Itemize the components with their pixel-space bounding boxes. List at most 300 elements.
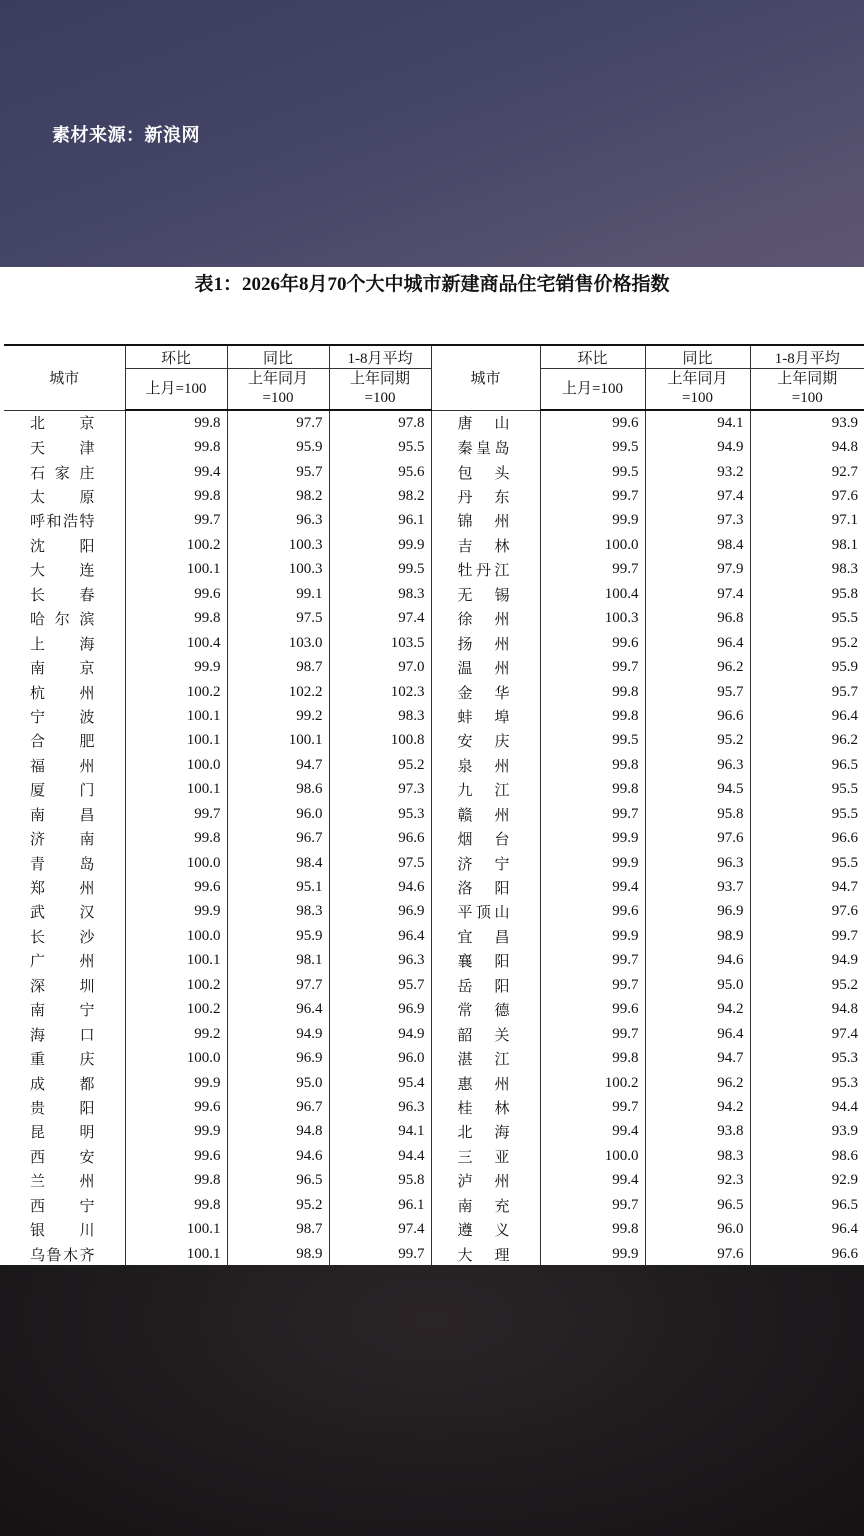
yoy-value-cell: 93.2 xyxy=(645,460,750,484)
mom-value-cell: 99.7 xyxy=(540,655,645,679)
avg-value-cell: 95.7 xyxy=(750,680,864,704)
mom-value-cell: 99.5 xyxy=(540,460,645,484)
avg-value-cell: 97.4 xyxy=(329,607,431,631)
mom-value-cell: 99.9 xyxy=(540,924,645,948)
yoy-value-cell: 94.2 xyxy=(645,998,750,1022)
header-yoy-left: 同比 xyxy=(227,345,329,369)
yoy-value-cell: 94.1 xyxy=(645,410,750,435)
yoy-value-cell: 96.6 xyxy=(645,704,750,728)
table-row xyxy=(4,558,864,582)
header-avg-base-left: 上年同期 =100 xyxy=(329,369,431,411)
city-name-cell: 哈尔滨 xyxy=(30,612,95,629)
yoy-value-cell: 98.7 xyxy=(227,655,329,679)
avg-value-cell: 97.6 xyxy=(750,484,864,508)
city-name-cell: 广州 xyxy=(30,954,95,971)
yoy-value-cell: 96.4 xyxy=(227,998,329,1022)
source-label: 素材来源：新浪网 xyxy=(52,125,200,146)
bottom-background xyxy=(0,1265,864,1536)
mom-value-cell: 99.8 xyxy=(540,680,645,704)
table-row xyxy=(4,509,864,533)
mom-value-cell: 99.7 xyxy=(540,1193,645,1217)
city-name-cell: 遵义 xyxy=(431,1217,540,1241)
table-row xyxy=(4,851,864,875)
table-row xyxy=(4,533,864,557)
table-row xyxy=(4,875,864,899)
city-name-cell: 丹东 xyxy=(431,484,540,508)
yoy-value-cell: 100.3 xyxy=(227,558,329,582)
table-row xyxy=(4,704,864,728)
avg-value-cell: 95.7 xyxy=(329,973,431,997)
avg-value-cell: 94.9 xyxy=(329,1022,431,1046)
table-row xyxy=(4,802,864,826)
city-name-cell: 合肥 xyxy=(30,734,95,751)
avg-value-cell: 96.6 xyxy=(750,826,864,850)
city-name-cell: 惠州 xyxy=(431,1071,540,1095)
avg-value-cell: 95.5 xyxy=(329,435,431,459)
city-name-cell: 南充 xyxy=(431,1193,540,1217)
mom-value-cell: 100.0 xyxy=(125,1046,227,1070)
yoy-value-cell: 98.3 xyxy=(227,900,329,924)
yoy-value-cell: 94.7 xyxy=(645,1046,750,1070)
mom-value-cell: 99.5 xyxy=(540,435,645,459)
yoy-value-cell: 92.3 xyxy=(645,1169,750,1193)
yoy-value-cell: 98.4 xyxy=(645,533,750,557)
mom-value-cell: 99.8 xyxy=(125,826,227,850)
mom-value-cell: 99.8 xyxy=(125,435,227,459)
city-name-cell: 北海 xyxy=(431,1120,540,1144)
top-background xyxy=(0,0,864,267)
header-mom-left: 环比 xyxy=(125,345,227,369)
mom-value-cell: 99.8 xyxy=(540,753,645,777)
avg-value-cell: 92.9 xyxy=(750,1169,864,1193)
mom-value-cell: 99.6 xyxy=(125,1144,227,1168)
avg-value-cell: 95.4 xyxy=(329,1071,431,1095)
table-row xyxy=(4,410,864,435)
mom-value-cell: 99.8 xyxy=(540,1217,645,1241)
table-row xyxy=(4,1095,864,1119)
city-name-cell: 泉州 xyxy=(431,753,540,777)
mom-value-cell: 99.6 xyxy=(125,582,227,606)
yoy-value-cell: 98.2 xyxy=(227,484,329,508)
city-name-cell: 南宁 xyxy=(30,1003,95,1020)
table-row xyxy=(4,655,864,679)
city-name-cell: 贵阳 xyxy=(30,1100,95,1117)
yoy-value-cell: 96.2 xyxy=(645,655,750,679)
mom-value-cell: 100.3 xyxy=(540,607,645,631)
avg-value-cell: 96.0 xyxy=(329,1046,431,1070)
yoy-value-cell: 100.3 xyxy=(227,533,329,557)
avg-value-cell: 97.3 xyxy=(329,778,431,802)
yoy-value-cell: 95.9 xyxy=(227,435,329,459)
table-row xyxy=(4,631,864,655)
header-city-left: 城市 xyxy=(4,345,125,410)
mom-value-cell: 99.7 xyxy=(540,558,645,582)
avg-value-cell: 96.4 xyxy=(329,924,431,948)
avg-value-cell: 94.8 xyxy=(750,998,864,1022)
avg-value-cell: 95.5 xyxy=(750,778,864,802)
avg-value-cell: 102.3 xyxy=(329,680,431,704)
yoy-value-cell: 93.8 xyxy=(645,1120,750,1144)
yoy-value-cell: 99.2 xyxy=(227,704,329,728)
avg-value-cell: 96.5 xyxy=(750,753,864,777)
avg-value-cell: 96.1 xyxy=(329,1193,431,1217)
city-name-cell: 福州 xyxy=(30,758,95,775)
yoy-value-cell: 98.9 xyxy=(227,1242,329,1267)
mom-value-cell: 100.0 xyxy=(125,851,227,875)
mom-value-cell: 99.4 xyxy=(125,460,227,484)
yoy-value-cell: 95.1 xyxy=(227,875,329,899)
city-name-cell: 呼和浩特 xyxy=(30,514,95,531)
city-name-cell: 南昌 xyxy=(30,807,95,824)
table-row xyxy=(4,973,864,997)
table-row xyxy=(4,729,864,753)
city-name-cell: 扬州 xyxy=(431,631,540,655)
yoy-value-cell: 94.6 xyxy=(645,949,750,973)
avg-value-cell: 98.3 xyxy=(329,582,431,606)
mom-value-cell: 99.4 xyxy=(540,1169,645,1193)
yoy-value-cell: 97.4 xyxy=(645,582,750,606)
yoy-value-cell: 96.5 xyxy=(227,1169,329,1193)
avg-value-cell: 94.4 xyxy=(750,1095,864,1119)
yoy-value-cell: 96.2 xyxy=(645,1071,750,1095)
city-name-cell: 襄阳 xyxy=(431,949,540,973)
yoy-value-cell: 97.5 xyxy=(227,607,329,631)
avg-value-cell: 96.3 xyxy=(329,1095,431,1119)
mom-value-cell: 99.8 xyxy=(540,704,645,728)
table-row xyxy=(4,1193,864,1217)
yoy-value-cell: 94.6 xyxy=(227,1144,329,1168)
city-name-cell: 湛江 xyxy=(431,1046,540,1070)
avg-value-cell: 96.9 xyxy=(329,900,431,924)
mom-value-cell: 100.0 xyxy=(125,753,227,777)
city-name-cell: 韶关 xyxy=(431,1022,540,1046)
city-name-cell: 泸州 xyxy=(431,1169,540,1193)
yoy-value-cell: 95.2 xyxy=(645,729,750,753)
city-name-cell: 济南 xyxy=(30,832,95,849)
document-page xyxy=(0,267,864,1265)
mom-value-cell: 99.8 xyxy=(125,410,227,435)
avg-value-cell: 92.7 xyxy=(750,460,864,484)
yoy-value-cell: 98.1 xyxy=(227,949,329,973)
avg-value-cell: 96.4 xyxy=(750,704,864,728)
city-name-cell: 长沙 xyxy=(30,929,95,946)
mom-value-cell: 100.0 xyxy=(125,924,227,948)
yoy-value-cell: 95.8 xyxy=(645,802,750,826)
avg-value-cell: 97.5 xyxy=(329,851,431,875)
city-name-cell: 九江 xyxy=(431,778,540,802)
mom-value-cell: 99.7 xyxy=(125,509,227,533)
table-row xyxy=(4,1071,864,1095)
mom-value-cell: 100.1 xyxy=(125,949,227,973)
city-name-cell: 常德 xyxy=(431,998,540,1022)
avg-value-cell: 95.5 xyxy=(750,851,864,875)
city-name-cell: 深圳 xyxy=(30,978,95,995)
mom-value-cell: 99.7 xyxy=(540,484,645,508)
avg-value-cell: 98.2 xyxy=(329,484,431,508)
mom-value-cell: 99.6 xyxy=(125,875,227,899)
mom-value-cell: 100.1 xyxy=(125,1242,227,1267)
avg-value-cell: 99.9 xyxy=(329,533,431,557)
yoy-value-cell: 96.0 xyxy=(645,1217,750,1241)
avg-value-cell: 97.1 xyxy=(750,509,864,533)
yoy-value-cell: 98.3 xyxy=(645,1144,750,1168)
city-name-cell: 洛阳 xyxy=(431,875,540,899)
header-avg-left: 1-8月平均 xyxy=(329,345,431,369)
avg-value-cell: 99.7 xyxy=(329,1242,431,1267)
city-name-cell: 石家庄 xyxy=(30,465,95,482)
city-name-cell: 成都 xyxy=(30,1076,95,1093)
avg-value-cell: 94.9 xyxy=(750,949,864,973)
mom-value-cell: 99.7 xyxy=(540,1095,645,1119)
avg-value-cell: 98.3 xyxy=(750,558,864,582)
mom-value-cell: 99.9 xyxy=(540,826,645,850)
city-name-cell: 济宁 xyxy=(431,851,540,875)
yoy-value-cell: 95.7 xyxy=(645,680,750,704)
table-row xyxy=(4,1022,864,1046)
yoy-value-cell: 103.0 xyxy=(227,631,329,655)
mom-value-cell: 99.9 xyxy=(125,1120,227,1144)
table-row xyxy=(4,949,864,973)
yoy-value-cell: 97.6 xyxy=(645,1242,750,1267)
mom-value-cell: 99.9 xyxy=(540,1242,645,1267)
avg-value-cell: 94.6 xyxy=(329,875,431,899)
yoy-value-cell: 96.5 xyxy=(645,1193,750,1217)
mom-value-cell: 100.1 xyxy=(125,778,227,802)
header-city-right: 城市 xyxy=(431,345,540,410)
avg-value-cell: 95.5 xyxy=(750,607,864,631)
yoy-value-cell: 97.7 xyxy=(227,973,329,997)
mom-value-cell: 100.1 xyxy=(125,729,227,753)
yoy-value-cell: 99.1 xyxy=(227,582,329,606)
table-row xyxy=(4,1217,864,1241)
yoy-value-cell: 96.0 xyxy=(227,802,329,826)
mom-value-cell: 100.2 xyxy=(125,533,227,557)
yoy-value-cell: 96.8 xyxy=(645,607,750,631)
table-row xyxy=(4,778,864,802)
city-name-cell: 北京 xyxy=(30,416,95,433)
avg-value-cell: 95.3 xyxy=(329,802,431,826)
mom-value-cell: 99.4 xyxy=(540,875,645,899)
avg-value-cell: 96.3 xyxy=(329,949,431,973)
yoy-value-cell: 94.8 xyxy=(227,1120,329,1144)
city-name-cell: 包头 xyxy=(431,460,540,484)
mom-value-cell: 99.8 xyxy=(125,1193,227,1217)
mom-value-cell: 100.0 xyxy=(540,1144,645,1168)
mom-value-cell: 99.6 xyxy=(540,900,645,924)
yoy-value-cell: 95.2 xyxy=(227,1193,329,1217)
avg-value-cell: 103.5 xyxy=(329,631,431,655)
city-name-cell: 西宁 xyxy=(30,1198,95,1215)
table-row xyxy=(4,1169,864,1193)
avg-value-cell: 96.6 xyxy=(329,826,431,850)
table-row xyxy=(4,435,864,459)
mom-value-cell: 100.1 xyxy=(125,1217,227,1241)
table-row xyxy=(4,484,864,508)
yoy-value-cell: 100.1 xyxy=(227,729,329,753)
avg-value-cell: 95.5 xyxy=(750,802,864,826)
avg-value-cell: 95.8 xyxy=(329,1169,431,1193)
table-row xyxy=(4,1144,864,1168)
mom-value-cell: 99.9 xyxy=(540,851,645,875)
table-row xyxy=(4,680,864,704)
mom-value-cell: 100.2 xyxy=(540,1071,645,1095)
avg-value-cell: 98.6 xyxy=(750,1144,864,1168)
price-index-table-wrap xyxy=(4,344,864,1268)
mom-value-cell: 99.8 xyxy=(125,607,227,631)
mom-value-cell: 99.9 xyxy=(540,509,645,533)
city-name-cell: 烟台 xyxy=(431,826,540,850)
header-mom-base-right: 上月=100 xyxy=(540,369,645,411)
yoy-value-cell: 94.5 xyxy=(645,778,750,802)
avg-value-cell: 96.5 xyxy=(750,1193,864,1217)
city-name-cell: 蚌埠 xyxy=(431,704,540,728)
avg-value-cell: 95.2 xyxy=(750,631,864,655)
table-row xyxy=(4,998,864,1022)
avg-value-cell: 95.6 xyxy=(329,460,431,484)
table-row xyxy=(4,1242,864,1267)
avg-value-cell: 100.8 xyxy=(329,729,431,753)
yoy-value-cell: 93.7 xyxy=(645,875,750,899)
header-mom-right: 环比 xyxy=(540,345,645,369)
yoy-value-cell: 96.4 xyxy=(645,631,750,655)
mom-value-cell: 99.8 xyxy=(540,778,645,802)
mom-value-cell: 100.4 xyxy=(540,582,645,606)
mom-value-cell: 100.2 xyxy=(125,680,227,704)
table-row xyxy=(4,753,864,777)
yoy-value-cell: 97.7 xyxy=(227,410,329,435)
header-avg-base-right: 上年同期 =100 xyxy=(750,369,864,411)
avg-value-cell: 97.6 xyxy=(750,900,864,924)
yoy-value-cell: 95.7 xyxy=(227,460,329,484)
city-name-cell: 天津 xyxy=(30,441,95,458)
avg-value-cell: 96.1 xyxy=(329,509,431,533)
yoy-value-cell: 96.4 xyxy=(645,1022,750,1046)
yoy-value-cell: 94.9 xyxy=(227,1022,329,1046)
price-index-table xyxy=(4,344,864,1268)
avg-value-cell: 93.9 xyxy=(750,410,864,435)
city-name-cell: 兰州 xyxy=(30,1174,95,1191)
avg-value-cell: 96.2 xyxy=(750,729,864,753)
avg-value-cell: 94.7 xyxy=(750,875,864,899)
city-name-cell: 温州 xyxy=(431,655,540,679)
header-yoy-base-right: 上年同月 =100 xyxy=(645,369,750,411)
city-name-cell: 桂林 xyxy=(431,1095,540,1119)
mom-value-cell: 99.4 xyxy=(540,1120,645,1144)
yoy-value-cell: 97.3 xyxy=(645,509,750,533)
city-name-cell: 厦门 xyxy=(30,783,95,800)
city-name-cell: 南京 xyxy=(30,661,95,678)
avg-value-cell: 95.8 xyxy=(750,582,864,606)
mom-value-cell: 99.7 xyxy=(125,802,227,826)
yoy-value-cell: 97.4 xyxy=(645,484,750,508)
avg-value-cell: 96.6 xyxy=(750,1242,864,1267)
avg-value-cell: 95.9 xyxy=(750,655,864,679)
avg-value-cell: 97.0 xyxy=(329,655,431,679)
yoy-value-cell: 98.6 xyxy=(227,778,329,802)
mom-value-cell: 99.9 xyxy=(125,655,227,679)
city-name-cell: 平顶山 xyxy=(431,900,540,924)
table-body xyxy=(4,410,864,1267)
table-row xyxy=(4,607,864,631)
yoy-value-cell: 97.6 xyxy=(645,826,750,850)
yoy-value-cell: 95.9 xyxy=(227,924,329,948)
header-mom-base-left: 上月=100 xyxy=(125,369,227,411)
avg-value-cell: 98.3 xyxy=(329,704,431,728)
yoy-value-cell: 98.4 xyxy=(227,851,329,875)
city-name-cell: 海口 xyxy=(30,1027,95,1044)
yoy-value-cell: 94.2 xyxy=(645,1095,750,1119)
city-name-cell: 秦皇岛 xyxy=(431,435,540,459)
mom-value-cell: 99.7 xyxy=(540,1022,645,1046)
mom-value-cell: 100.1 xyxy=(125,558,227,582)
mom-value-cell: 99.8 xyxy=(540,1046,645,1070)
avg-value-cell: 96.4 xyxy=(750,1217,864,1241)
mom-value-cell: 99.7 xyxy=(540,973,645,997)
avg-value-cell: 99.7 xyxy=(750,924,864,948)
mom-value-cell: 99.6 xyxy=(540,998,645,1022)
avg-value-cell: 94.1 xyxy=(329,1120,431,1144)
table-row xyxy=(4,1046,864,1070)
city-name-cell: 安庆 xyxy=(431,729,540,753)
city-name-cell: 唐山 xyxy=(431,410,540,435)
city-name-cell: 沈阳 xyxy=(30,538,95,555)
avg-value-cell: 93.9 xyxy=(750,1120,864,1144)
city-name-cell: 宜昌 xyxy=(431,924,540,948)
yoy-value-cell: 96.3 xyxy=(645,851,750,875)
city-name-cell: 三亚 xyxy=(431,1144,540,1168)
avg-value-cell: 94.4 xyxy=(329,1144,431,1168)
avg-value-cell: 97.8 xyxy=(329,410,431,435)
city-name-cell: 银川 xyxy=(30,1223,95,1240)
city-name-cell: 重庆 xyxy=(30,1052,95,1069)
yoy-value-cell: 102.2 xyxy=(227,680,329,704)
mom-value-cell: 99.6 xyxy=(125,1095,227,1119)
yoy-value-cell: 95.0 xyxy=(645,973,750,997)
table-row xyxy=(4,924,864,948)
yoy-value-cell: 98.7 xyxy=(227,1217,329,1241)
table-title: 表1：2026年8月70个大中城市新建商品住宅销售价格指数 xyxy=(194,274,670,295)
mom-value-cell: 99.9 xyxy=(125,1071,227,1095)
mom-value-cell: 99.2 xyxy=(125,1022,227,1046)
city-name-cell: 徐州 xyxy=(431,607,540,631)
mom-value-cell: 99.5 xyxy=(540,729,645,753)
city-name-cell: 无锡 xyxy=(431,582,540,606)
mom-value-cell: 100.0 xyxy=(540,533,645,557)
city-name-cell: 上海 xyxy=(30,636,95,653)
city-name-cell: 杭州 xyxy=(30,685,95,702)
yoy-value-cell: 96.7 xyxy=(227,826,329,850)
yoy-value-cell: 96.3 xyxy=(645,753,750,777)
city-name-cell: 大连 xyxy=(30,563,95,580)
avg-value-cell: 94.8 xyxy=(750,435,864,459)
avg-value-cell: 95.2 xyxy=(329,753,431,777)
yoy-value-cell: 96.7 xyxy=(227,1095,329,1119)
mom-value-cell: 99.7 xyxy=(540,802,645,826)
avg-value-cell: 96.9 xyxy=(329,998,431,1022)
city-name-cell: 长春 xyxy=(30,587,95,604)
city-name-cell: 青岛 xyxy=(30,856,95,873)
mom-value-cell: 99.6 xyxy=(540,631,645,655)
city-name-cell: 吉林 xyxy=(431,533,540,557)
table-row xyxy=(4,1120,864,1144)
city-name-cell: 西安 xyxy=(30,1149,95,1166)
city-name-cell: 武汉 xyxy=(30,905,95,922)
mom-value-cell: 100.1 xyxy=(125,704,227,728)
yoy-value-cell: 96.3 xyxy=(227,509,329,533)
avg-value-cell: 95.3 xyxy=(750,1046,864,1070)
mom-value-cell: 99.8 xyxy=(125,484,227,508)
yoy-value-cell: 94.7 xyxy=(227,753,329,777)
